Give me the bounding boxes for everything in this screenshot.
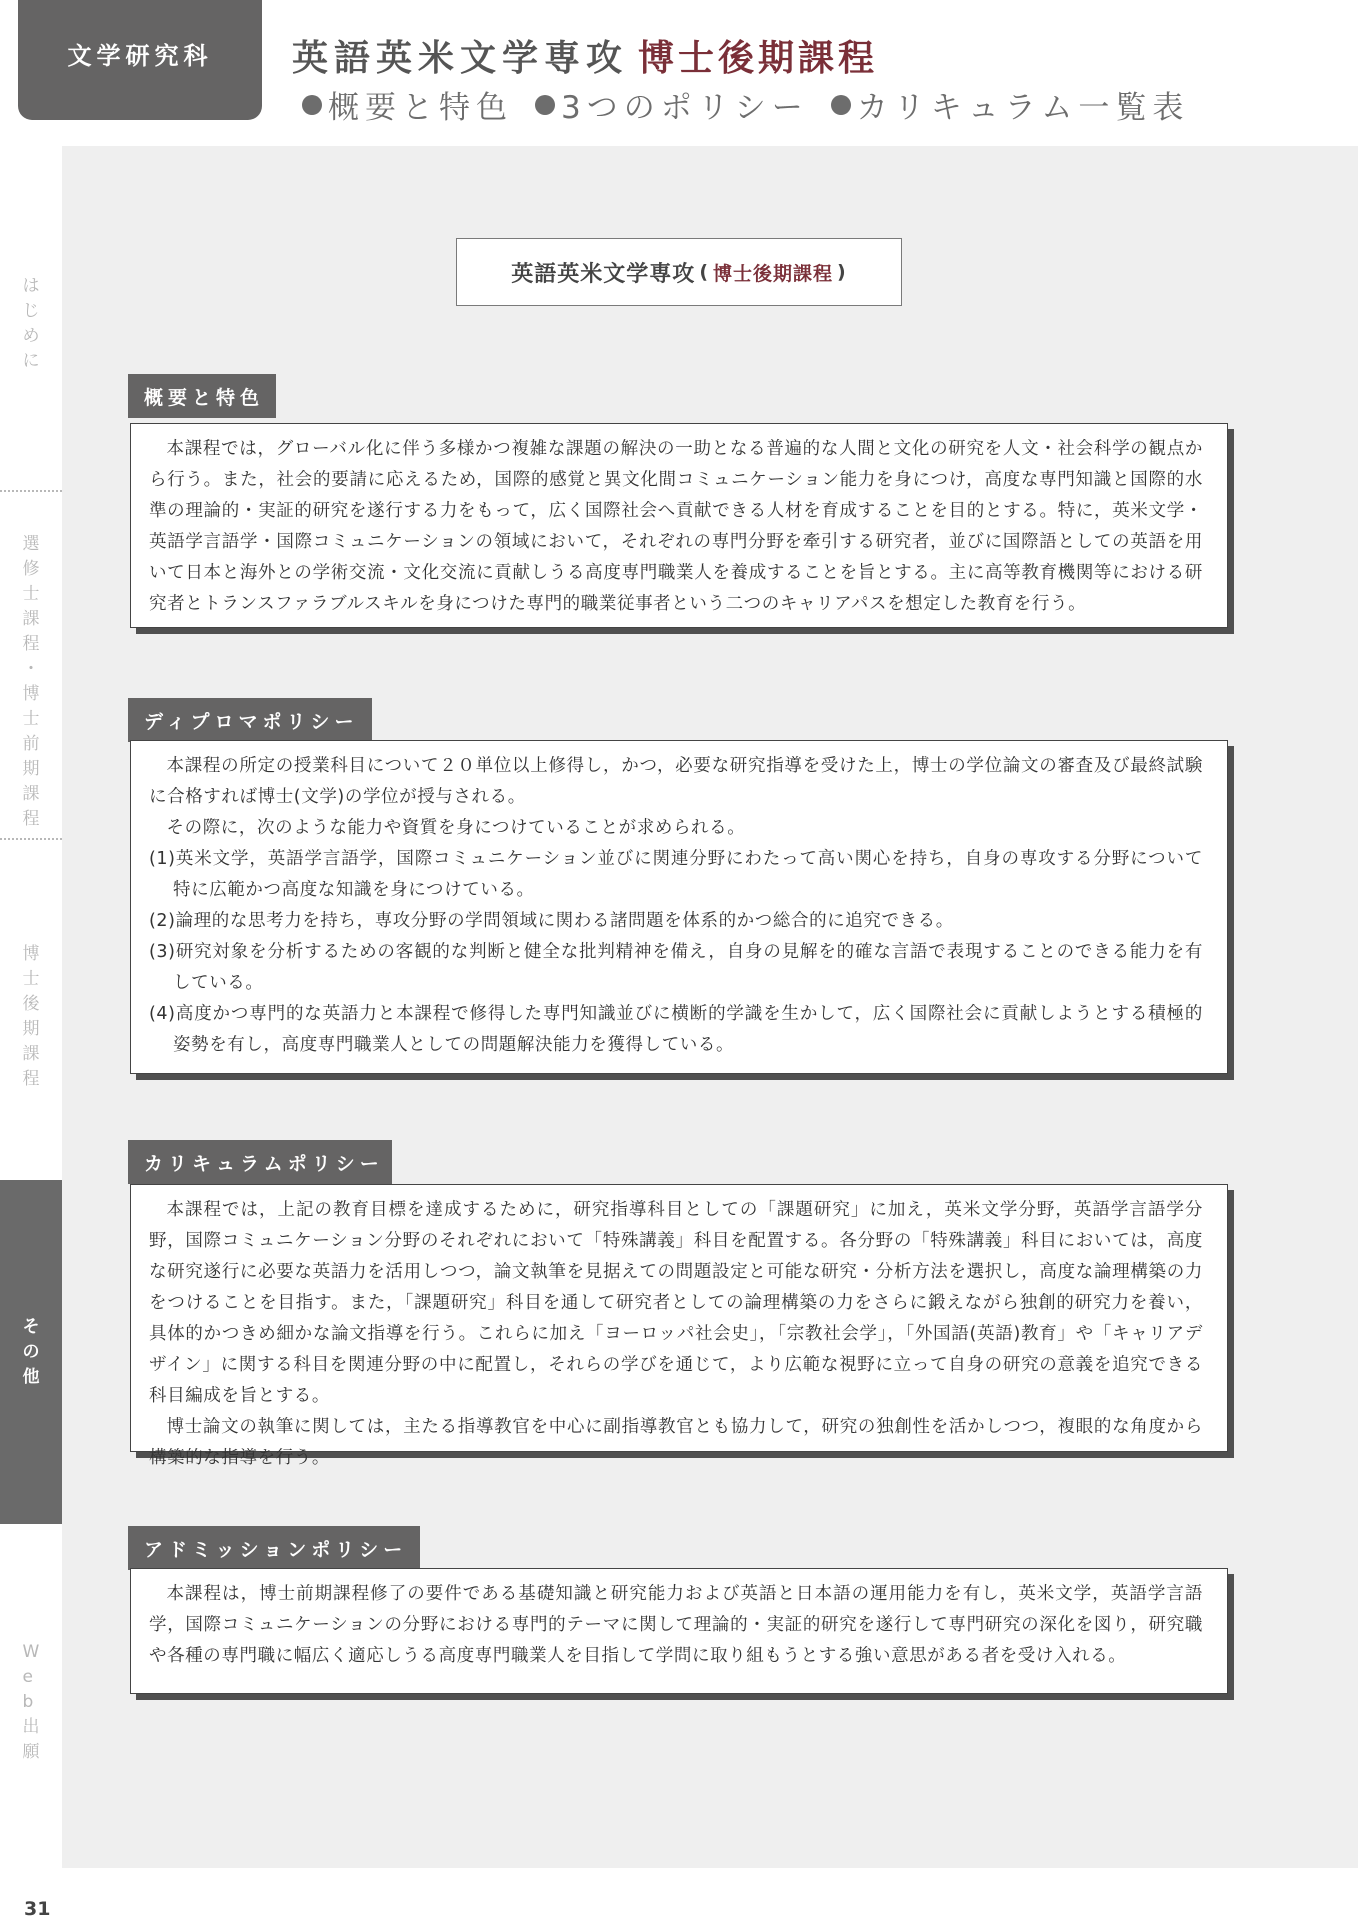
sidenav-char: 程 — [22, 634, 40, 654]
sub-navigation — [302, 82, 1189, 127]
section-label-curriculum-policy: カリキュラムポリシー — [128, 1140, 392, 1184]
sidenav-char: 博 — [22, 944, 40, 964]
course-title: 英語英米文学専攻 — [511, 261, 696, 287]
course-title-paren-open: ( — [699, 261, 709, 283]
sidenav-item-other[interactable] — [0, 1180, 62, 1524]
page-number: 31 — [24, 1898, 51, 1920]
course-title-accent: 博士後期課程 — [713, 262, 834, 285]
sidenav-char: 程 — [22, 809, 40, 829]
paragraph: 本課程では，グローバル化に伴う多様かつ複雑な課題の解決の一助となる普遍的な人間と文化の研究を人文・社会科学の観点から行う。また，社会的要請に応えるため，国際的感覚と異文化間コミュニケーション能力を身につけ，高度な専門知識と国際的水準の理論的・実証的研究を遂行する力をもって，広く国際社会へ貢献できる人材を育成することを目的とする。特に，英米文学・英語学言語学・国際コミュニケーションの領域において，それぞれの専門分野を牽引する研究者，並びに国際語としての英語を用いて日本と海外との学術交流・文化交流に貢献しうる高度専門職業人を養成することを旨とする。主に高等教育機関等における研究者とトランスファラブルスキルを身につけた専門的職業従事者という二つのキャリアパスを想定した教育を行う。 — [149, 439, 1203, 614]
subnav-item-curriculum-table[interactable]: カリキュラム一覧表 — [831, 82, 1190, 127]
sidenav-char: 出 — [22, 1717, 40, 1737]
subnav-item-overview[interactable]: 概要と特色 — [302, 82, 513, 127]
sidenav-item-intro[interactable] — [0, 274, 62, 374]
department-label: 文学研究科 — [67, 41, 213, 70]
sidenav-item-web-application[interactable] — [0, 1640, 62, 1765]
sidenav-char: 修 — [22, 559, 40, 579]
page-title-main: 英語英米文学専攻 — [292, 38, 629, 79]
list-item: (2)論理的な思考力を持ち，専攻分野の学問領域に関わる諸問題を体系的かつ総合的に追究できる。 — [149, 911, 954, 931]
section-body-admission-policy — [130, 1568, 1228, 1694]
section-body-curriculum-policy — [130, 1184, 1228, 1468]
sidenav-char: め — [22, 326, 40, 346]
paragraph: 本課程の所定の授業科目について２０単位以上修得し，かつ，必要な研究指導を受けた上，博士の学位論文の審査及び最終試験に合格すれば博士(文学)の学位が授与される。 — [149, 756, 1203, 807]
side-navigation — [0, 140, 62, 1880]
sidenav-char: e — [22, 1667, 33, 1687]
sidenav-char: 願 — [22, 1742, 40, 1762]
sidenav-char: 期 — [22, 759, 40, 779]
sidenav-char: 課 — [22, 609, 40, 629]
paragraph: 本課程は，博士前期課程修了の要件である基礎知識と研究能力および英語と日本語の運用能力を有し，英米文学，英語学言語学，国際コミュニケーションの分野における専門的テーマに関して理論的・実証的研究を遂行して専門研究の深化を図り，研究職や各種の専門職に幅広く適応しうる高度専門職業人を目指して学問に取り組もうとする強い意思がある者を受け入れる。 — [149, 1584, 1203, 1666]
bullet-icon — [831, 95, 851, 115]
sidenav-char: 程 — [22, 1069, 40, 1089]
sidenav-char: 課 — [22, 1044, 40, 1064]
bullet-icon — [535, 95, 555, 115]
sidenav-char: 前 — [22, 734, 40, 754]
sidenav-item-masters[interactable] — [0, 532, 62, 832]
sidenav-divider — [0, 490, 62, 492]
paragraph: 博士論文の執筆に関しては，主たる指導教官を中心に副指導教官とも協力して，研究の独創性を活かしつつ，複眼的な角度から構築的な指導を行う。 — [149, 1417, 1203, 1468]
course-title-paren-close: ) — [837, 261, 847, 283]
page-title — [292, 30, 878, 81]
section-body-diploma-policy — [130, 740, 1228, 1074]
sidenav-divider — [0, 838, 62, 840]
section-label-admission-policy: アドミッションポリシー — [128, 1526, 420, 1570]
sidenav-char: 他 — [22, 1366, 40, 1387]
sidenav-item-doctoral[interactable] — [0, 942, 62, 1092]
paragraph: 本課程では，上記の教育目標を達成するために，研究指導科目としての「課題研究」に加え，英米文学分野，英語学言語学分野，国際コミュニケーション分野のそれぞれにおいて「特殊講義」科目を配置する。各分野の「特殊講義」科目においては，高度な研究遂行に必要な英語力を活用しつつ，論文執筆を見据えての問題設定と可能な研究・分析方法を選択し，高度な論理構築の力をつけることを目指す。また，「課題研究」科目を通して研究者としての論理構築の力をさらに鍛えながら独創的研究力を養い，具体的かつきめ細かな論文指導を行う。これらに加え「ヨーロッパ社会史」，「宗教社会学」，「外国語(英語)教育」や「キャリアデザイン」に関する科目を関連分野の中に配置し，それらの学びを通じて，より広範な視野に立って自身の研究の意義を追究できる科目編成を旨とする。 — [149, 1200, 1203, 1406]
list-item: (4)高度かつ専門的な英語力と本課程で修得した専門知識並びに横断的学識を生かして，広く国際社会に貢献しようとする積極的姿勢を有し，高度専門職業人としての問題解決能力を獲得している。 — [149, 1004, 1203, 1055]
sidenav-char: W — [22, 1642, 40, 1662]
department-tab — [18, 0, 262, 120]
bullet-icon — [302, 95, 322, 115]
sidenav-char: 博 — [22, 684, 40, 704]
sidenav-char: 士 — [22, 709, 40, 729]
sidenav-char: 後 — [22, 994, 40, 1014]
sidenav-char: そ — [22, 1316, 40, 1337]
section-label-overview: 概要と特色 — [128, 374, 276, 418]
sidenav-char: の — [22, 1341, 40, 1362]
page-title-accent: 博士後期課程 — [638, 38, 879, 79]
sidenav-char: じ — [22, 301, 40, 321]
sidenav-char: 選 — [22, 534, 40, 554]
subnav-item-policies[interactable]: 3つのポリシー — [535, 82, 809, 127]
sidenav-char: 士 — [22, 969, 40, 989]
sidenav-char: 課 — [22, 784, 40, 804]
list-item: (1)英米文学，英語学言語学，国際コミュニケーション並びに関連分野にわたって高い関心を持ち，自身の専攻する分野について特に広範かつ高度な知識を身につけている。 — [149, 849, 1203, 900]
sidenav-char: ・ — [22, 659, 40, 679]
list-item: (3)研究対象を分析するための客観的な判断と健全な批判精神を備え，自身の見解を的確な言語で表現することのできる能力を有している。 — [149, 942, 1203, 993]
sidenav-char: b — [22, 1692, 34, 1712]
sidenav-char: 期 — [22, 1019, 40, 1039]
course-title-box — [456, 238, 902, 306]
sidenav-char: は — [22, 276, 40, 296]
section-body-overview — [130, 423, 1228, 628]
sidenav-char: に — [22, 351, 40, 371]
paragraph: その際に，次のような能力や資質を身につけていることが求められる。 — [166, 818, 746, 838]
sidenav-char: 士 — [22, 584, 40, 604]
section-label-diploma-policy: ディプロマポリシー — [128, 698, 372, 742]
